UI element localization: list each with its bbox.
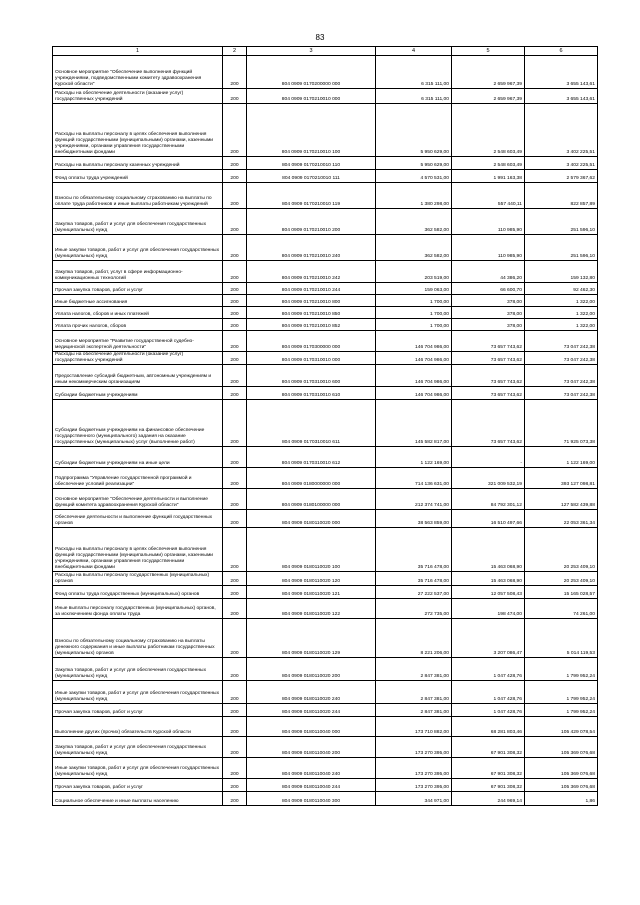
table-row xyxy=(53,235,598,261)
row-name-cell: Закупка товаров, работ и услуг для обеспечения государственных (муниципальных) нужд xyxy=(53,209,223,235)
row-name-cell: Уплата прочих налогов, сборов xyxy=(53,319,223,331)
row-name-cell: Расходы на выплаты персоналу в целях обеспечения выполнения функций государственными (муниципальными) органами, казенными учреждениями, органами управления государственными внебюджетными фондами xyxy=(53,104,223,157)
row-approved-cell: 173 710 882,00 xyxy=(376,717,452,737)
row-executed-cell: 321 009 532,19 xyxy=(452,468,525,489)
table-row xyxy=(53,572,598,586)
row-approved-cell: 212 374 741,00 xyxy=(376,489,452,510)
row-executed-cell: 68 281 803,46 xyxy=(452,717,525,737)
row-approved-cell: 1 380 298,00 xyxy=(376,183,452,209)
table-row xyxy=(53,170,598,183)
row-executed-cell: 73 657 743,62 xyxy=(452,387,525,400)
row-code-cell: 200 xyxy=(223,307,247,319)
row-kbk-cell: 804 0909 0180110020 129 xyxy=(247,619,376,658)
row-approved-cell: 344 971,00 xyxy=(376,792,452,806)
row-kbk-cell: 804 0909 0180110020 244 xyxy=(247,704,376,717)
row-code-cell: 200 xyxy=(223,737,247,758)
row-code-cell: 200 xyxy=(223,619,247,658)
row-remaining-cell: 1,86 xyxy=(525,792,598,806)
row-code-cell: 200 xyxy=(223,331,247,352)
row-approved-cell: 146 704 986,00 xyxy=(376,352,452,365)
row-executed-cell: 198 474,00 xyxy=(452,599,525,619)
row-name-cell: Иные закупки товаров, работ и услуг для обеспечения государственных (муниципальных) нужд xyxy=(53,235,223,261)
row-approved-cell: 2 847 381,00 xyxy=(376,704,452,717)
row-remaining-cell: 73 047 242,38 xyxy=(525,365,598,387)
table-row xyxy=(53,307,598,319)
row-name-cell: Закупка товаров, работ и услуг для обеспечения государственных (муниципальных) нужд xyxy=(53,737,223,758)
row-name-cell: Основное мероприятие "Развитие государственной судебно-медицинской экспертной деятельности" xyxy=(53,331,223,352)
row-kbk-cell: 804 0909 0170210010 111 xyxy=(247,170,376,183)
row-executed-cell: 73 657 743,62 xyxy=(452,331,525,352)
row-approved-cell: 362 582,00 xyxy=(376,235,452,261)
row-kbk-cell: 804 0909 0170210010 800 xyxy=(247,295,376,307)
row-executed-cell: 12 057 508,43 xyxy=(452,586,525,599)
row-name-cell: Основное мероприятие "Обеспечение выполнения функций учреждениями, подведомственными комитету здравоохранения Курской области" xyxy=(53,56,223,89)
row-kbk-cell: 804 0909 0170210010 200 xyxy=(247,209,376,235)
row-approved-cell: 1 700,00 xyxy=(376,319,452,331)
row-kbk-cell: 804 0909 0180110020 240 xyxy=(247,681,376,704)
row-approved-cell: 1 700,00 xyxy=(376,295,452,307)
row-name-cell: Подпрограмма "Управление государственной программой и обеспечение условий реализации" xyxy=(53,468,223,489)
table-row xyxy=(53,586,598,599)
table-row xyxy=(53,681,598,704)
row-executed-cell: 44 386,20 xyxy=(452,261,525,283)
row-kbk-cell: 804 0909 0180000000 000 xyxy=(247,468,376,489)
table-row xyxy=(53,737,598,758)
row-kbk-cell: 804 0909 0170200000 000 xyxy=(247,56,376,89)
row-remaining-cell: 1 799 952,24 xyxy=(525,658,598,681)
row-code-cell: 200 xyxy=(223,261,247,283)
row-kbk-cell: 804 0909 0170310010 610 xyxy=(247,387,376,400)
row-name-cell: Субсидии бюджетным учреждениям на иные цели xyxy=(53,447,223,468)
table-row xyxy=(53,365,598,387)
row-executed-cell: 2 548 603,49 xyxy=(452,104,525,157)
row-approved-cell: 146 704 986,00 xyxy=(376,331,452,352)
row-name-cell: Расходы на выплаты персоналу казенных учреждений xyxy=(53,157,223,170)
row-name-cell: Расходы на обеспечение деятельности (оказание услуг) государственных учреждений xyxy=(53,89,223,104)
row-remaining-cell: 3 655 143,61 xyxy=(525,56,598,89)
row-executed-cell: 1 047 428,76 xyxy=(452,681,525,704)
table-row xyxy=(53,468,598,489)
header-cell: 3 xyxy=(247,47,376,56)
row-name-cell: Иные выплаты персоналу государственных (муниципальных) органов, за исключением фонда оплаты труда xyxy=(53,599,223,619)
row-approved-cell: 203 519,00 xyxy=(376,261,452,283)
row-code-cell: 200 xyxy=(223,779,247,792)
table-row xyxy=(53,319,598,331)
row-code-cell: 200 xyxy=(223,572,247,586)
row-remaining-cell: 393 127 098,81 xyxy=(525,468,598,489)
row-executed-cell: 73 657 743,62 xyxy=(452,365,525,387)
row-name-cell: Фонд оплаты труда учреждений xyxy=(53,170,223,183)
row-remaining-cell: 1 799 952,24 xyxy=(525,704,598,717)
table-row xyxy=(53,704,598,717)
table-row xyxy=(53,510,598,528)
row-code-cell: 200 xyxy=(223,792,247,806)
row-remaining-cell: 73 047 242,38 xyxy=(525,387,598,400)
row-executed-cell: 3 207 086,47 xyxy=(452,619,525,658)
row-name-cell: Прочая закупка товаров, работ и услуг xyxy=(53,283,223,295)
row-remaining-cell: 15 165 028,57 xyxy=(525,586,598,599)
row-code-cell: 200 xyxy=(223,183,247,209)
row-executed-cell: - xyxy=(452,447,525,468)
table-row xyxy=(53,758,598,779)
row-kbk-cell: 804 0909 0170310010 600 xyxy=(247,365,376,387)
row-code-cell: 200 xyxy=(223,295,247,307)
row-approved-cell: 4 570 531,00 xyxy=(376,170,452,183)
row-code-cell: 200 xyxy=(223,681,247,704)
row-approved-cell: 159 063,00 xyxy=(376,283,452,295)
table-row xyxy=(53,400,598,447)
row-kbk-cell: 804 0909 0170310010 000 xyxy=(247,352,376,365)
row-approved-cell: 714 136 631,00 xyxy=(376,468,452,489)
row-executed-cell: 110 985,90 xyxy=(452,209,525,235)
row-remaining-cell: 3 402 225,51 xyxy=(525,104,598,157)
row-code-cell: 200 xyxy=(223,157,247,170)
row-name-cell: Выполнение других (прочих) обязательств Курской области xyxy=(53,717,223,737)
row-code-cell: 200 xyxy=(223,447,247,468)
row-code-cell: 200 xyxy=(223,468,247,489)
row-name-cell: Иные закупки товаров, работ и услуг для обеспечения государственных (муниципальных) нужд xyxy=(53,681,223,704)
row-executed-cell: 73 657 743,62 xyxy=(452,352,525,365)
row-executed-cell: 1 047 428,76 xyxy=(452,658,525,681)
row-name-cell: Взносы по обязательному социальному страхованию на выплаты по оплате труда работников и иные выплаты работникам учреждений xyxy=(53,183,223,209)
table-row xyxy=(53,658,598,681)
row-executed-cell: 110 985,90 xyxy=(452,235,525,261)
row-name-cell: Фонд оплаты труда государственных (муниципальных) органов xyxy=(53,586,223,599)
table-row xyxy=(53,283,598,295)
row-executed-cell: 16 510 497,66 xyxy=(452,510,525,528)
row-code-cell: 200 xyxy=(223,400,247,447)
row-approved-cell: 6 315 111,00 xyxy=(376,89,452,104)
row-name-cell: Обеспечение деятельности и выполнение функций государственных органов xyxy=(53,510,223,528)
row-remaining-cell: 822 857,89 xyxy=(525,183,598,209)
header-cell: 5 xyxy=(452,47,525,56)
row-approved-cell: 146 704 986,00 xyxy=(376,365,452,387)
row-kbk-cell: 804 0909 0170310010 611 xyxy=(247,400,376,447)
table-row xyxy=(53,528,598,572)
row-name-cell: Расходы на выплаты персоналу государственных (муниципальных) органов xyxy=(53,572,223,586)
table-row xyxy=(53,104,598,157)
row-name-cell: Предоставление субсидий бюджетным, автономным учреждениям и иным некоммерческим организациям xyxy=(53,365,223,387)
row-remaining-cell: 105 429 078,54 xyxy=(525,717,598,737)
row-code-cell: 200 xyxy=(223,586,247,599)
row-kbk-cell: 804 0909 0180110040 240 xyxy=(247,758,376,779)
row-approved-cell: 35 716 478,00 xyxy=(376,528,452,572)
row-kbk-cell: 804 0909 0170310010 612 xyxy=(247,447,376,468)
row-remaining-cell: 5 014 119,53 xyxy=(525,619,598,658)
row-remaining-cell: 105 369 076,68 xyxy=(525,737,598,758)
row-name-cell: Иные закупки товаров, работ и услуг для обеспечения государственных (муниципальных) нужд xyxy=(53,758,223,779)
table-row xyxy=(53,89,598,104)
row-approved-cell: 2 847 381,00 xyxy=(376,681,452,704)
row-remaining-cell: 1 322,00 xyxy=(525,295,598,307)
row-kbk-cell: 804 0909 0170210010 100 xyxy=(247,104,376,157)
row-executed-cell: 15 463 068,90 xyxy=(452,528,525,572)
row-remaining-cell: 1 322,00 xyxy=(525,307,598,319)
row-executed-cell: 67 901 308,32 xyxy=(452,758,525,779)
row-remaining-cell: 74 261,00 xyxy=(525,599,598,619)
row-name-cell: Закупка товаров, работ, услуг в сфере информационно-коммуникационных технологий xyxy=(53,261,223,283)
row-remaining-cell: 2 579 367,62 xyxy=(525,170,598,183)
table-body xyxy=(53,47,598,806)
table-row xyxy=(53,489,598,510)
row-approved-cell: 173 270 395,00 xyxy=(376,779,452,792)
row-approved-cell: 2 847 381,00 xyxy=(376,658,452,681)
row-executed-cell: 2 659 967,39 xyxy=(452,56,525,89)
row-approved-cell: 8 221 206,00 xyxy=(376,619,452,658)
row-executed-cell: 73 657 743,62 xyxy=(452,400,525,447)
table-row xyxy=(53,295,598,307)
row-executed-cell: 1 047 428,76 xyxy=(452,704,525,717)
row-approved-cell: 362 582,00 xyxy=(376,209,452,235)
header-cell: 4 xyxy=(376,47,452,56)
row-approved-cell: 173 270 395,00 xyxy=(376,737,452,758)
row-executed-cell: 66 600,70 xyxy=(452,283,525,295)
row-kbk-cell: 804 0909 0170210010 110 xyxy=(247,157,376,170)
row-code-cell: 200 xyxy=(223,489,247,510)
row-kbk-cell: 804 0909 0170210010 852 xyxy=(247,319,376,331)
header-cell: 2 xyxy=(223,47,247,56)
row-kbk-cell: 804 0909 0170210010 000 xyxy=(247,89,376,104)
row-approved-cell: 27 222 537,00 xyxy=(376,586,452,599)
table-row xyxy=(53,183,598,209)
row-name-cell: Субсидии бюджетным учреждениям xyxy=(53,387,223,400)
row-remaining-cell: 73 047 242,38 xyxy=(525,352,598,365)
row-kbk-cell: 804 0909 0180110020 000 xyxy=(247,510,376,528)
row-remaining-cell: 251 596,10 xyxy=(525,209,598,235)
row-kbk-cell: 804 0909 0170300000 000 xyxy=(247,331,376,352)
row-kbk-cell: 804 0909 0170210010 244 xyxy=(247,283,376,295)
table-row xyxy=(53,447,598,468)
page-number: 83 xyxy=(315,33,325,42)
row-code-cell: 200 xyxy=(223,319,247,331)
row-approved-cell: 35 716 478,00 xyxy=(376,572,452,586)
row-remaining-cell: 1 322,00 xyxy=(525,319,598,331)
row-kbk-cell: 804 0909 0170210010 240 xyxy=(247,235,376,261)
header-cell: 6 xyxy=(525,47,598,56)
row-remaining-cell: 92 462,30 xyxy=(525,283,598,295)
row-kbk-cell: 804 0909 0180110040 000 xyxy=(247,717,376,737)
row-code-cell: 200 xyxy=(223,104,247,157)
table-row xyxy=(53,792,598,806)
row-executed-cell: 378,00 xyxy=(452,295,525,307)
row-code-cell: 200 xyxy=(223,209,247,235)
row-approved-cell: 5 950 629,00 xyxy=(376,104,452,157)
row-remaining-cell: 20 253 409,10 xyxy=(525,528,598,572)
row-executed-cell: 84 792 301,12 xyxy=(452,489,525,510)
row-remaining-cell: 73 047 242,38 xyxy=(525,331,598,352)
row-remaining-cell: 20 253 409,10 xyxy=(525,572,598,586)
row-approved-cell: 5 950 629,00 xyxy=(376,157,452,170)
row-remaining-cell: 3 402 225,51 xyxy=(525,157,598,170)
row-approved-cell: 173 270 395,00 xyxy=(376,758,452,779)
row-code-cell: 200 xyxy=(223,717,247,737)
row-code-cell: 200 xyxy=(223,387,247,400)
table-row xyxy=(53,387,598,400)
table-row xyxy=(53,717,598,737)
row-kbk-cell: 804 0909 0180110020 120 xyxy=(247,572,376,586)
row-name-cell: Расходы на обеспечение деятельности (оказание услуг) государственных учреждений xyxy=(53,352,223,365)
row-executed-cell: 1 991 163,38 xyxy=(452,170,525,183)
row-name-cell: Уплата налогов, сборов и иных платежей xyxy=(53,307,223,319)
row-remaining-cell: 105 369 076,68 xyxy=(525,779,598,792)
table-row xyxy=(53,331,598,352)
row-kbk-cell: 804 0909 0180110020 122 xyxy=(247,599,376,619)
row-executed-cell: 378,00 xyxy=(452,307,525,319)
row-name-cell: Субсидии бюджетным учреждениям на финансовое обеспечение государственного (муниципального) задания на оказание государственных (муниципальных) услуг (выполнение работ) xyxy=(53,400,223,447)
row-code-cell: 200 xyxy=(223,283,247,295)
row-kbk-cell: 804 0909 0170210010 119 xyxy=(247,183,376,209)
row-code-cell: 200 xyxy=(223,758,247,779)
row-approved-cell: 146 704 986,00 xyxy=(376,387,452,400)
row-code-cell: 200 xyxy=(223,235,247,261)
row-executed-cell: 67 901 308,32 xyxy=(452,737,525,758)
row-name-cell: Социальное обеспечение и иные выплаты населению xyxy=(53,792,223,806)
row-remaining-cell: 71 925 073,38 xyxy=(525,400,598,447)
row-code-cell: 200 xyxy=(223,704,247,717)
row-kbk-cell: 804 0909 0180110020 121 xyxy=(247,586,376,599)
row-executed-cell: 2 659 967,39 xyxy=(452,89,525,104)
table-row xyxy=(53,157,598,170)
row-executed-cell: 15 463 068,90 xyxy=(452,572,525,586)
row-code-cell: 200 xyxy=(223,599,247,619)
row-kbk-cell: 804 0909 0180110020 200 xyxy=(247,658,376,681)
row-approved-cell: 272 735,00 xyxy=(376,599,452,619)
row-name-cell: Взносы по обязательному социальному страхованию на выплаты денежного содержания и иные выплаты работникам государственных (муниципальных) органов xyxy=(53,619,223,658)
row-code-cell: 200 xyxy=(223,658,247,681)
row-remaining-cell: 127 582 439,88 xyxy=(525,489,598,510)
row-code-cell: 200 xyxy=(223,352,247,365)
row-executed-cell: 557 440,11 xyxy=(452,183,525,209)
row-approved-cell: 6 315 111,00 xyxy=(376,56,452,89)
table-header-row xyxy=(53,47,598,56)
table-row xyxy=(53,779,598,792)
row-remaining-cell: 251 596,10 xyxy=(525,235,598,261)
row-kbk-cell: 804 0909 0180110040 300 xyxy=(247,792,376,806)
row-name-cell: Прочая закупка товаров, работ и услуг xyxy=(53,779,223,792)
row-executed-cell: 67 901 308,32 xyxy=(452,779,525,792)
row-remaining-cell: 3 655 143,61 xyxy=(525,89,598,104)
row-remaining-cell: 1 122 169,00 xyxy=(525,447,598,468)
row-approved-cell: 38 563 859,00 xyxy=(376,510,452,528)
row-name-cell: Закупка товаров, работ и услуг для обеспечения государственных (муниципальных) нужд xyxy=(53,658,223,681)
row-approved-cell: 1 122 169,00 xyxy=(376,447,452,468)
budget-table xyxy=(52,46,598,806)
row-remaining-cell: 159 132,80 xyxy=(525,261,598,283)
row-code-cell: 200 xyxy=(223,89,247,104)
row-kbk-cell: 804 0909 0180110040 200 xyxy=(247,737,376,758)
header-cell: 1 xyxy=(53,47,223,56)
table-row xyxy=(53,599,598,619)
row-approved-cell: 1 700,00 xyxy=(376,307,452,319)
table-row xyxy=(53,619,598,658)
row-executed-cell: 2 548 603,49 xyxy=(452,157,525,170)
row-kbk-cell: 804 0909 0170210010 242 xyxy=(247,261,376,283)
table-row xyxy=(53,352,598,365)
row-name-cell: Иные бюджетные ассигнования xyxy=(53,295,223,307)
row-code-cell: 200 xyxy=(223,510,247,528)
row-remaining-cell: 22 053 361,34 xyxy=(525,510,598,528)
table-row xyxy=(53,209,598,235)
row-kbk-cell: 804 0909 0180110040 244 xyxy=(247,779,376,792)
row-name-cell: Расходы на выплаты персоналу в целях обеспечения выполнения функций государственными (муниципальными) органами, казенными учреждениями, органами управления государственными внебюджетными фондами xyxy=(53,528,223,572)
row-approved-cell: 145 582 817,00 xyxy=(376,400,452,447)
row-kbk-cell: 804 0909 0170210010 850 xyxy=(247,307,376,319)
row-executed-cell: 378,00 xyxy=(452,319,525,331)
row-kbk-cell: 804 0909 0180110020 100 xyxy=(247,528,376,572)
row-code-cell: 200 xyxy=(223,170,247,183)
row-kbk-cell: 804 0909 0180100000 000 xyxy=(247,489,376,510)
row-code-cell: 200 xyxy=(223,528,247,572)
row-code-cell: 200 xyxy=(223,365,247,387)
row-code-cell: 200 xyxy=(223,56,247,89)
row-remaining-cell: 105 369 076,68 xyxy=(525,758,598,779)
row-remaining-cell: 1 799 952,24 xyxy=(525,681,598,704)
row-name-cell: Основное мероприятие "Обеспечение деятельности и выполнение функций комитета здравоохранения Курской области" xyxy=(53,489,223,510)
table-row xyxy=(53,56,598,89)
row-executed-cell: 244 969,14 xyxy=(452,792,525,806)
table-row xyxy=(53,261,598,283)
row-name-cell: Прочая закупка товаров, работ и услуг xyxy=(53,704,223,717)
